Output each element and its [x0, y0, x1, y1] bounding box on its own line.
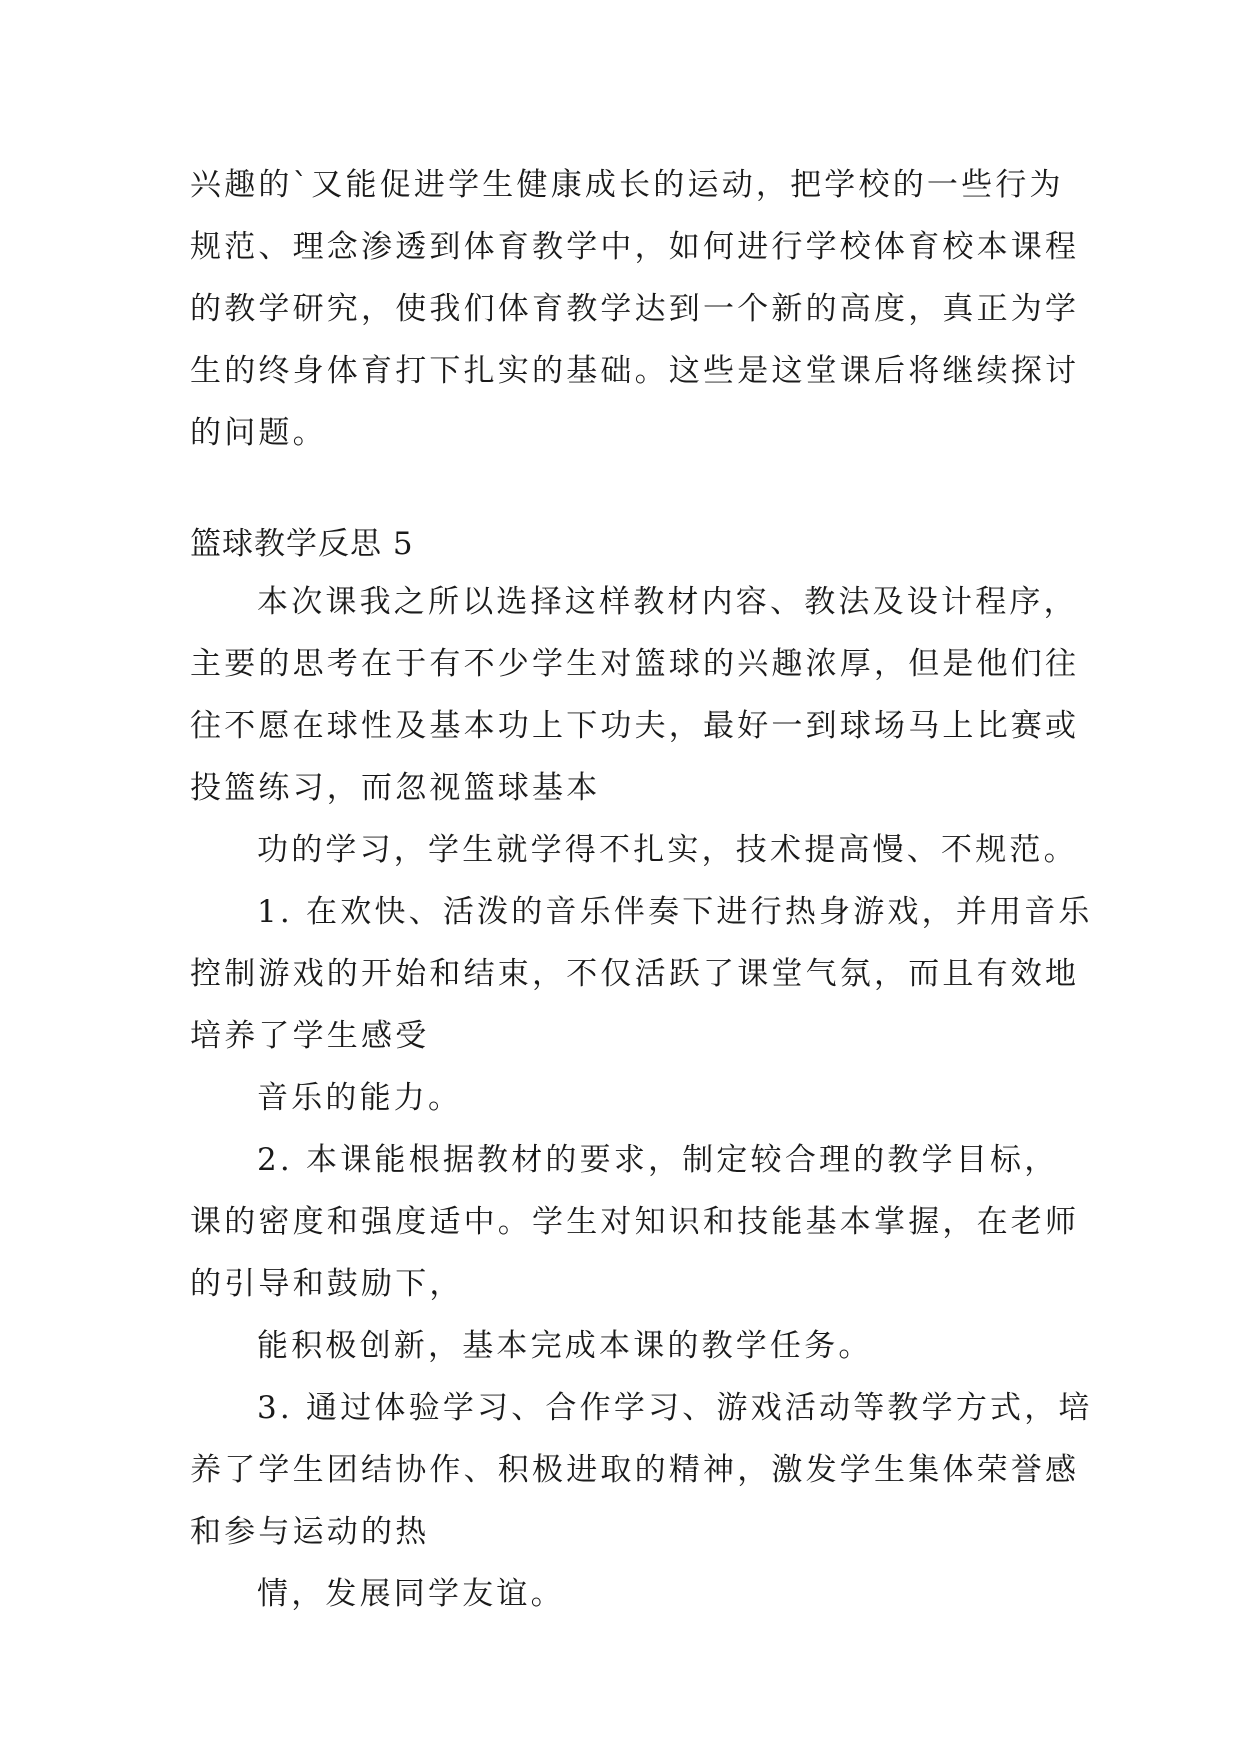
- list-item-line: 1. 在欢快、活泼的音乐伴奏下进行热身游戏，并用音乐: [257, 894, 1093, 930]
- paragraph-line: 功的学习，学生就学得不扎实，技术提高慢、不规范。: [257, 832, 1078, 868]
- paragraph-line: 主要的思考在于有不少学生对篮球的兴趣浓厚，但是他们往: [190, 646, 1080, 682]
- paragraph-line: 的问题。: [190, 415, 327, 451]
- paragraph-line: 规范、理念渗透到体育教学中，如何进行学校体育校本课程: [190, 229, 1080, 265]
- paragraph-line: 兴趣的`又能促进学生健康成长的运动，把学校的一些行为: [190, 167, 1064, 203]
- paragraph-line: 本次课我之所以选择这样教材内容、教法及设计程序，: [257, 584, 1078, 620]
- list-item-line: 情，发展同学友谊。: [257, 1576, 565, 1612]
- list-item-line: 控制游戏的开始和结束，不仅活跃了课堂气氛，而且有效地: [190, 956, 1080, 992]
- paragraph-line: 投篮练习，而忽视篮球基本: [190, 770, 601, 806]
- list-item-line: 课的密度和强度适中。学生对知识和技能基本掌握，在老师: [190, 1204, 1080, 1240]
- list-item-line: 音乐的能力。: [257, 1080, 463, 1116]
- paragraph-line: 的教学研究，使我们体育教学达到一个新的高度，真正为学: [190, 291, 1080, 327]
- paragraph-line: 生的终身体育打下扎实的基础。这些是这堂课后将继续探讨: [190, 353, 1080, 389]
- paragraph-line: 往不愿在球性及基本功上下功夫，最好一到球场马上比赛或: [190, 708, 1080, 744]
- list-item-line: 的引导和鼓励下，: [190, 1266, 464, 1302]
- list-item-line: 培养了学生感受: [190, 1018, 430, 1054]
- list-item-line: 和参与运动的热: [190, 1514, 430, 1550]
- list-item-line: 能积极创新，基本完成本课的教学任务。: [257, 1328, 873, 1364]
- list-item-line: 养了学生团结协作、积极进取的精神，激发学生集体荣誉感: [190, 1452, 1080, 1488]
- list-item-line: 3. 通过体验学习、合作学习、游戏活动等教学方式，培: [257, 1390, 1093, 1426]
- list-item-line: 2. 本课能根据教材的要求，制定较合理的教学目标，: [257, 1142, 1059, 1178]
- section-heading: 篮球教学反思 5: [190, 526, 414, 562]
